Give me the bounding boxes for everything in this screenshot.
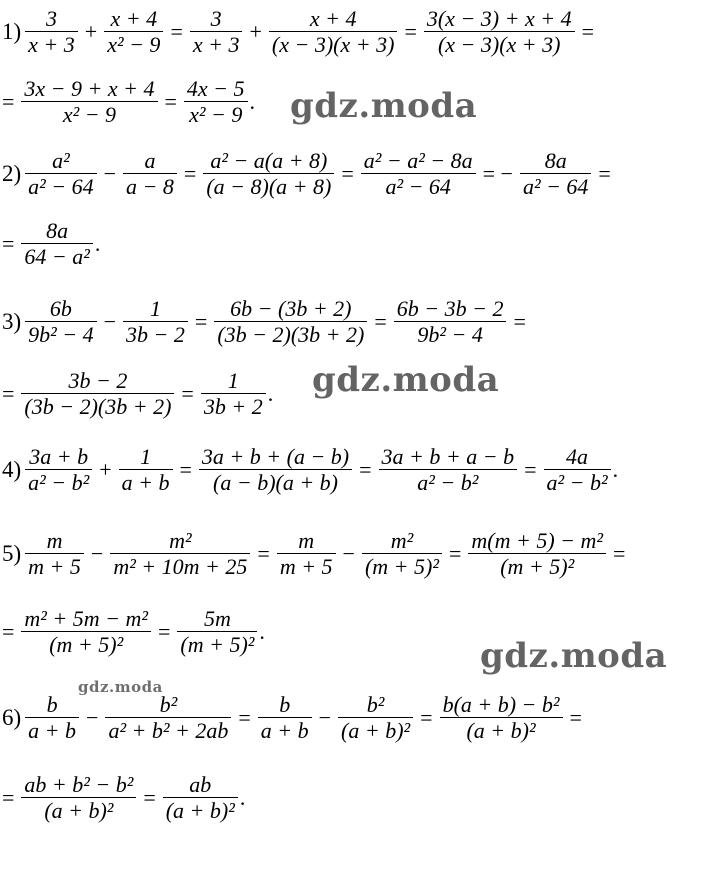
equals-sign: = xyxy=(581,18,594,44)
fraction: $\frac{x + 4}{\text{x² − 9}}$ xyxy=(104,6,163,58)
equals-sign: = xyxy=(143,784,156,810)
fraction: $\frac{8a}{\text{a² − 64}}$ xyxy=(520,148,591,200)
problem-2-line-1 xyxy=(2,148,726,200)
fraction: $\frac{3}{x + 3}$ xyxy=(25,6,78,58)
fraction: $\frac{\text{m(m + 5) − m²}}{\text{(m + 5)²}}$ xyxy=(468,528,606,580)
fraction: $\frac{\text{m² + 5m − m²}}{\text{(m + 5)²}}$ xyxy=(21,606,151,658)
watermark: gdz.moda xyxy=(312,360,500,400)
equals-sign: = xyxy=(524,456,537,482)
problem-6-line-2 xyxy=(2,772,726,824)
equals-sign: = xyxy=(257,540,270,566)
fraction: $\frac{\text{ab + b² − b²}}{\text{(a + b)²}}$ xyxy=(21,772,136,824)
problem-number: 2) xyxy=(2,160,22,186)
problem-2-line-2 xyxy=(2,218,726,270)
fraction: $\frac{\text{a²}}{\text{a² − 64}}$ xyxy=(25,148,96,200)
equals-minus-sign: = − xyxy=(482,160,513,186)
fraction: $\frac{\text{b²}}{\text{a² + b² + 2ab}}$ xyxy=(105,692,231,744)
equals-sign: = xyxy=(513,308,526,334)
problem-number: 4) xyxy=(2,456,22,482)
operator: − xyxy=(103,308,117,334)
fraction: $\frac{\text{b²}}{\text{(a + b)²}}$ xyxy=(338,692,413,744)
fraction: $\frac{b}{a + b}$ xyxy=(258,692,312,744)
watermark: gdz.moda xyxy=(480,636,668,676)
equals-sign: = xyxy=(2,784,15,810)
fraction: $\frac{m}{m + 5}$ xyxy=(277,528,336,580)
fraction: $\frac{ab}{\text{(a + b)²}}$ xyxy=(163,772,238,824)
fraction: $\frac{\text{a² − a² − 8a}}{\text{a² − 64}}$ xyxy=(361,148,476,200)
period: . xyxy=(612,456,619,482)
watermark: gdz.moda xyxy=(290,86,478,126)
problem-3-line-1 xyxy=(2,296,726,348)
period: . xyxy=(267,380,274,406)
operator: + xyxy=(99,456,112,482)
fraction: $\frac{4a}{\text{a² − b²}}$ xyxy=(544,444,611,496)
equals-sign: = xyxy=(238,704,251,730)
fraction: $\frac{3x - 9 + x + 4}{\text{x² − 9}}$ xyxy=(21,76,157,128)
problem-number: 1) xyxy=(2,18,22,44)
watermark: gdz.moda xyxy=(78,678,163,696)
fraction: $\frac{\text{a² − a(a + 8)}}{(a - 8)(a + 8)}$ xyxy=(203,148,334,200)
equals-sign: = xyxy=(2,230,15,256)
problem-number: 3) xyxy=(2,308,22,334)
problem-6-line-1 xyxy=(2,692,726,744)
equals-sign: = xyxy=(157,618,171,644)
equals-sign: = xyxy=(598,160,611,186)
problem-number: 6) xyxy=(2,704,22,730)
fraction: $\frac{\text{m²}}{\text{m² + 10m + 25}}$ xyxy=(110,528,250,580)
fraction: $\frac{\text{b(a + b) − b²}}{\text{(a + b)²}}$ xyxy=(440,692,563,744)
fraction: $\frac{1}{a + b}$ xyxy=(119,444,173,496)
fraction: $\frac{5m}{\text{(m + 5)²}}$ xyxy=(177,606,257,658)
operator: − xyxy=(86,704,99,730)
fraction: $\frac{6b - 3b - 2}{\text{9b² − 4}}$ xyxy=(394,296,507,348)
equals-sign: = xyxy=(164,88,177,114)
fraction: $\frac{6b - (3b + 2)}{(3b - 2)(3b + 2)}$ xyxy=(214,296,367,348)
equals-sign: = xyxy=(612,540,626,566)
fraction: $\frac{a}{a - 8}$ xyxy=(123,148,177,200)
fraction: $\frac{x + 4}{(x - 3)(x + 3)}$ xyxy=(269,6,398,58)
equals-sign: = xyxy=(569,704,582,730)
fraction: $\frac{3(x - 3) + x + 4}{(x - 3)(x + 3)}$ xyxy=(424,6,575,58)
equals-sign: = xyxy=(183,160,197,186)
problem-5-line-1 xyxy=(2,528,726,580)
period: . xyxy=(249,88,256,114)
equals-sign: = xyxy=(341,160,354,186)
equals-sign: = xyxy=(2,88,15,114)
fraction: $\frac{3}{x + 3}$ xyxy=(190,6,243,58)
problem-4-line-1 xyxy=(2,444,726,496)
operator: − xyxy=(342,540,355,566)
fraction: $\frac{b}{a + b}$ xyxy=(25,692,79,744)
fraction: $\frac{3b - 2}{(3b - 2)(3b + 2)}$ xyxy=(21,368,174,420)
operator: − xyxy=(318,704,332,730)
equals-sign: = xyxy=(448,540,462,566)
fraction: $\frac{4x - 5}{\text{x² − 9}}$ xyxy=(184,76,248,128)
fraction: $\frac{8a}{\text{64 − a²}}$ xyxy=(21,218,92,270)
equals-sign: = xyxy=(420,704,433,730)
operator: − xyxy=(90,540,104,566)
equals-sign: = xyxy=(2,618,15,644)
problem-number: 5) xyxy=(2,540,22,566)
equals-sign: = xyxy=(194,308,208,334)
equals-sign: = xyxy=(404,18,417,44)
equals-sign: = xyxy=(2,380,15,406)
equals-sign: = xyxy=(170,18,183,44)
fraction: $\frac{3a + b + (a - b)}{(a - b)(a + b)}$ xyxy=(199,444,352,496)
operator: + xyxy=(249,18,262,44)
fraction: $\frac{3a + b}{\text{a² − b²}}$ xyxy=(25,444,92,496)
fraction: $\frac{1}{3b + 2}$ xyxy=(201,368,266,420)
fraction: $\frac{m}{m + 5}$ xyxy=(25,528,84,580)
fraction: $\frac{1}{3b - 2}$ xyxy=(123,296,188,348)
period: . xyxy=(259,618,265,644)
period: . xyxy=(239,784,246,810)
equals-sign: = xyxy=(374,308,387,334)
equals-sign: = xyxy=(359,456,372,482)
equals-sign: = xyxy=(181,380,194,406)
operator: − xyxy=(103,160,117,186)
operator: + xyxy=(84,18,98,44)
equals-sign: = xyxy=(179,456,192,482)
fraction: $\frac{3a + b + a - b}{\text{a² − b²}}$ xyxy=(379,444,518,496)
period: . xyxy=(94,230,101,256)
fraction: $\frac{\text{m²}}{\text{(m + 5)²}}$ xyxy=(362,528,442,580)
problem-1-line-1 xyxy=(2,6,726,58)
fraction: $\frac{6b}{\text{9b² − 4}}$ xyxy=(25,296,96,348)
